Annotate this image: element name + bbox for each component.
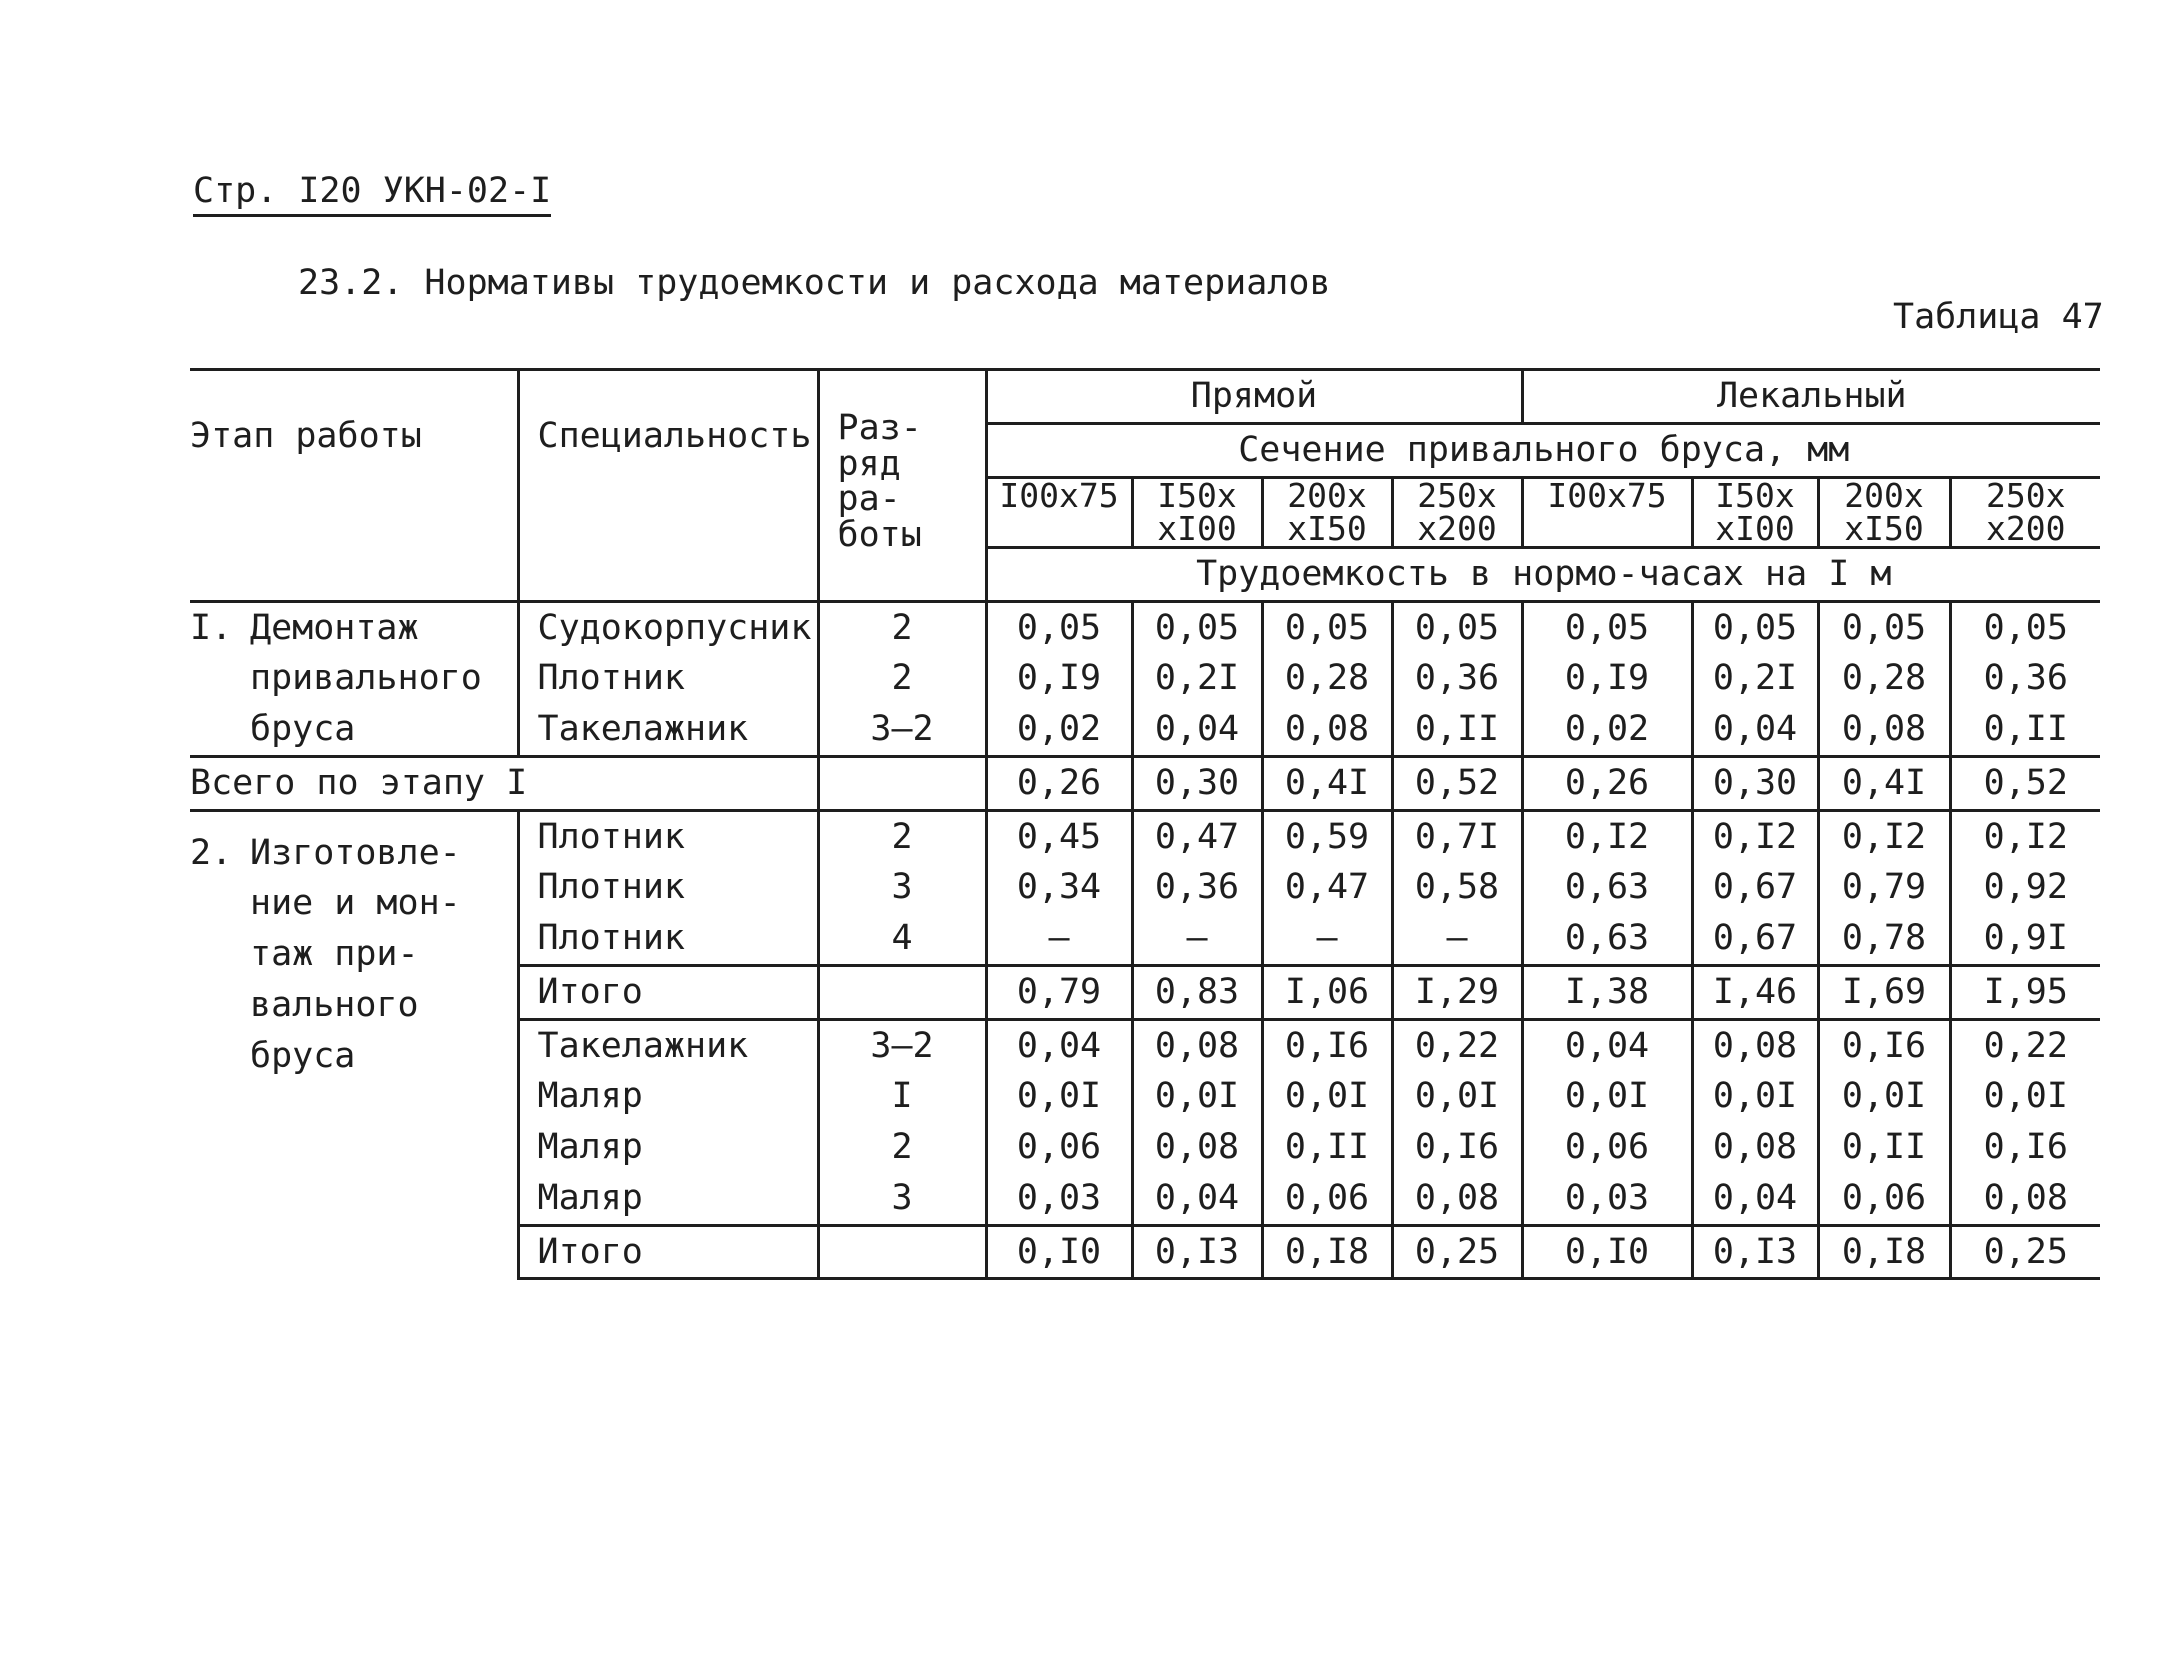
header-size: I50x xI00 [1132,477,1262,547]
header-size: I50x xI00 [1692,477,1818,547]
header-labor: Трудоемкость в нормо-часах на I м [986,547,2100,601]
value-cell: 0,36 [1983,658,2068,699]
value-cell: 0,I9 [1016,658,1102,699]
stage2-group1-col2 [1132,810,1262,965]
value-cell: 0,I2 [1841,816,1927,857]
value-cell: 0,06 [1016,1127,1102,1168]
rank: 3–2 [870,709,934,750]
total-cell: 0,83 [1132,965,1262,1019]
total-cell: 0,I0 [986,1225,1132,1279]
empty-cell [818,1225,986,1279]
page-header: Стр. I20 УКН-02-I [193,170,551,217]
specialty: Маляр [537,1076,643,1117]
stage2-line: таж при- [250,934,419,975]
total-cell: 0,25 [1392,1225,1522,1279]
total-cell: 0,26 [986,756,1132,810]
stage2-number: 2. [190,832,233,873]
rank: 2 [891,658,913,699]
header-size: 200x xI50 [1262,477,1392,547]
value-cell: 0,06 [1841,1177,1927,1218]
stage2-group1-col4 [1392,810,1522,965]
total-cell: I,06 [1262,965,1392,1019]
value-cell: 0,I2 [1564,816,1650,857]
stage1-col5 [1522,601,1692,756]
header-size: I00x75 [1522,477,1692,547]
header-specialty: Специальность [518,370,818,602]
value-cell: 0,45 [1016,816,1102,857]
header-stage: Этап работы [190,370,518,602]
stage2-line: ние и мон- [250,883,461,924]
value-cell: 0,08 [1414,1177,1500,1218]
rank: 2 [891,1127,913,1168]
stage1-col3 [1262,601,1392,756]
value-cell: 0,II [1983,709,2068,750]
value-cell: 0,06 [1284,1177,1370,1218]
value-cell: 0,04 [1712,709,1798,750]
stage2-group2-col2 [1132,1019,1262,1225]
total-cell: 0,4I [1262,756,1392,810]
value-cell: 0,II [1841,1127,1927,1168]
value-cell: 0,05 [1841,607,1927,648]
specialty: Плотник [537,867,686,908]
value-cell: 0,06 [1564,1127,1650,1168]
stage1-total-row [190,756,2100,810]
stage2-group1-col1 [986,810,1132,965]
stage2-group2-col6 [1692,1019,1818,1225]
total-cell: 0,I0 [1522,1225,1692,1279]
value-cell: 0,08 [1983,1177,2068,1218]
specialty: Такелажник [537,709,749,750]
stage2-group2-col3 [1262,1019,1392,1225]
header-curved: Лекальный [1522,370,2100,424]
value-cell: 0,04 [1016,1025,1102,1066]
total-cell: 0,4I [1818,756,1950,810]
specialty: Такелажник [537,1025,749,1066]
total-cell: 0,52 [1392,756,1522,810]
value-cell: 0,7I [1414,816,1500,857]
total-cell: 0,30 [1692,756,1818,810]
stage1-col6 [1692,601,1818,756]
value-cell: – [1048,918,1070,959]
value-cell: 0,08 [1712,1127,1798,1168]
value-cell: 0,I6 [1983,1127,2068,1168]
stage2-line: Изготовле- [250,832,461,873]
stage1-ranks [818,601,986,756]
rank: 4 [891,918,913,959]
value-cell: 0,I9 [1564,658,1650,699]
stage1-col4 [1392,601,1522,756]
header-size: 250x x200 [1392,477,1522,547]
value-cell: 0,I2 [1712,816,1798,857]
value-cell: 0,0I [1154,1076,1240,1117]
stage2-group2-col7 [1818,1019,1950,1225]
total-cell: 0,26 [1522,756,1692,810]
value-cell: 0,08 [1712,1025,1798,1066]
stage2-group2-specialties [518,1019,818,1225]
specialty: Судокорпусник [537,607,812,648]
stage1-total-label: Всего по этапу I [190,756,818,810]
value-cell: 0,22 [1983,1025,2068,1066]
value-cell: 0,03 [1564,1177,1650,1218]
value-cell: 0,04 [1712,1177,1798,1218]
value-cell: 0,0I [1016,1076,1102,1117]
value-cell: 0,08 [1154,1127,1240,1168]
value-cell: 0,34 [1016,867,1102,908]
value-cell: 0,36 [1154,867,1240,908]
norms-table [190,368,2100,1280]
value-cell: 0,08 [1154,1025,1240,1066]
value-cell: 0,05 [1154,607,1240,648]
rank: 3 [891,1177,913,1218]
value-cell: 0,28 [1841,658,1927,699]
stage1-number: I. [190,607,233,648]
stage2-group2-col4 [1392,1019,1522,1225]
stage2-line: вального [250,984,419,1025]
header-rank [818,370,986,602]
value-cell: 0,47 [1284,867,1370,908]
stage2-group2-col5 [1522,1019,1692,1225]
value-cell: 0,63 [1564,918,1650,959]
specialty: Плотник [537,658,686,699]
value-cell: 0,02 [1016,709,1102,750]
rank: 3–2 [870,1025,934,1066]
total-cell: I,46 [1692,965,1818,1019]
stage2-group1-col3 [1262,810,1392,965]
value-cell: 0,0I [1712,1076,1798,1117]
stage1-col8 [1950,601,2100,756]
stage2-group1-col7 [1818,810,1950,965]
total-cell: 0,30 [1132,756,1262,810]
total-cell: I,95 [1950,965,2100,1019]
stage1-row [190,601,2100,756]
value-cell: 0,03 [1016,1177,1102,1218]
value-cell: – [1186,918,1208,959]
value-cell: 0,2I [1712,658,1798,699]
value-cell: – [1446,918,1468,959]
header-rank-line: Раз- [837,408,922,448]
value-cell: 0,04 [1154,709,1240,750]
total-cell: 0,I8 [1818,1225,1950,1279]
value-cell: 0,47 [1154,816,1240,857]
empty-cell [818,965,986,1019]
total-cell: 0,79 [986,965,1132,1019]
table-label: Таблица 47 [1893,297,2104,337]
empty-cell [818,756,986,810]
value-cell: 0,I6 [1284,1025,1370,1066]
stage1-line: бруса [250,709,356,750]
value-cell: 0,08 [1841,709,1927,750]
value-cell: 0,92 [1983,867,2068,908]
header-size: 250x x200 [1950,477,2100,547]
total-cell: 0,I8 [1262,1225,1392,1279]
header-rank-line: ра- [837,479,901,520]
total-cell: I,29 [1392,965,1522,1019]
value-cell: 0,I6 [1414,1127,1500,1168]
value-cell: 0,05 [1284,607,1370,648]
rank: 3 [891,867,913,908]
value-cell: 0,0I [1983,1076,2068,1117]
value-cell: 0,9I [1983,918,2068,959]
total-cell: 0,25 [1950,1225,2100,1279]
header-rank-line: ряд [837,443,901,484]
norms-table-container [190,368,2100,1280]
header-straight: Прямой [986,370,1522,424]
stage1-col1 [986,601,1132,756]
header-rank-line: боты [837,515,922,556]
stage1-specialties [518,601,818,756]
value-cell: 0,04 [1564,1025,1650,1066]
stage2-group2-col8 [1950,1019,2100,1225]
value-cell: 0,I2 [1983,816,2068,857]
total-cell: 0,I3 [1132,1225,1262,1279]
total-cell: 0,I3 [1692,1225,1818,1279]
value-cell: 0,05 [1016,607,1102,648]
value-cell: 0,67 [1712,867,1798,908]
stage1-col7 [1818,601,1950,756]
stage2-group2-total-label: Итого [518,1225,818,1279]
stage1-line: привального [250,658,482,699]
stage2-group1-col6 [1692,810,1818,965]
total-cell: I,69 [1818,965,1950,1019]
value-cell: 0,2I [1154,658,1240,699]
value-cell: 0,67 [1712,918,1798,959]
total-cell: I,38 [1522,965,1692,1019]
value-cell: 0,36 [1414,658,1500,699]
value-cell: 0,05 [1564,607,1650,648]
total-cell: 0,52 [1950,756,2100,810]
specialty: Маляр [537,1127,643,1168]
stage2-group1-col8 [1950,810,2100,965]
value-cell: 0,05 [1712,607,1798,648]
header-size: 200x xI50 [1818,477,1950,547]
header-size: I00x75 [986,477,1132,547]
value-cell: 0,02 [1564,709,1650,750]
stage2-group1-col5 [1522,810,1692,965]
header-row-1 [190,370,2100,424]
stage2-group2-ranks [818,1019,986,1225]
value-cell: 0,28 [1284,658,1370,699]
rank: 2 [891,816,913,857]
value-cell: 0,22 [1414,1025,1500,1066]
value-cell: 0,59 [1284,816,1370,857]
value-cell: 0,63 [1564,867,1650,908]
value-cell: 0,08 [1284,709,1370,750]
specialty: Плотник [537,816,686,857]
stage1-col2 [1132,601,1262,756]
value-cell: 0,0I [1564,1076,1650,1117]
specialty: Плотник [537,918,686,959]
stage2-group1-total-label: Итого [518,965,818,1019]
value-cell: 0,I6 [1841,1025,1927,1066]
value-cell: 0,II [1284,1127,1370,1168]
value-cell: 0,05 [1983,607,2068,648]
header-section: Сечение привального бруса, мм [986,423,2100,477]
stage2-group1-ranks [818,810,986,965]
stage1-name [190,601,518,756]
value-cell: 0,0I [1414,1076,1500,1117]
value-cell: 0,0I [1284,1076,1370,1117]
value-cell: 0,0I [1841,1076,1927,1117]
value-cell: 0,78 [1841,918,1927,959]
value-cell: – [1316,918,1338,959]
stage1-line: Демонтаж [250,607,419,648]
stage2-name [190,810,518,1279]
stage2-line: бруса [250,1035,356,1076]
section-title: 23.2. Нормативы трудоемкости и расхода материалов [298,263,1331,303]
value-cell: 0,79 [1841,867,1927,908]
stage2-group2-col1 [986,1019,1132,1225]
value-cell: 0,58 [1414,867,1500,908]
rank: 2 [891,607,913,648]
stage2-group1-specialties [518,810,818,965]
value-cell: 0,II [1414,709,1500,750]
value-cell: 0,04 [1154,1177,1240,1218]
value-cell: 0,05 [1414,607,1500,648]
stage2-group1-row [190,810,2100,965]
specialty: Маляр [537,1177,643,1218]
rank: I [891,1076,913,1117]
